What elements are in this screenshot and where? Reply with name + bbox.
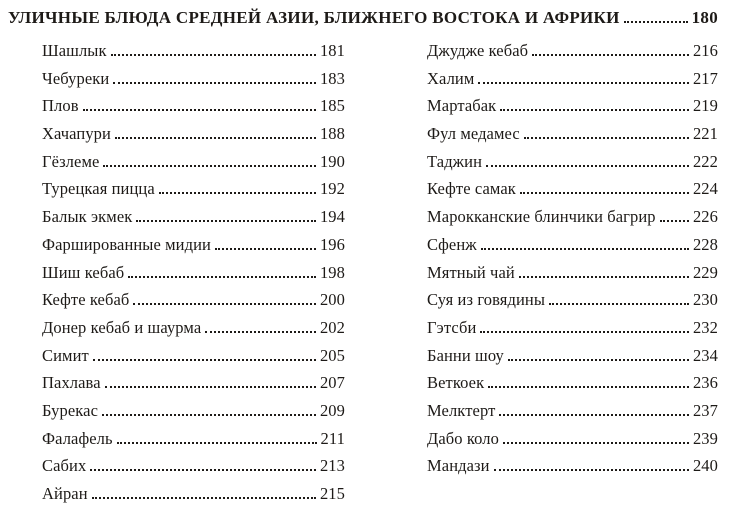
toc-entry xyxy=(42,92,345,120)
dot-leader xyxy=(117,442,317,444)
toc-entry-label: Фалафель xyxy=(42,428,113,448)
toc-entry-label: Таджин xyxy=(427,151,483,171)
toc-entry-label: Дабо коло xyxy=(427,428,499,448)
toc-entry xyxy=(42,342,345,370)
toc-entry-page-number: 234 xyxy=(692,345,718,365)
toc-entry-page-number: 202 xyxy=(319,317,345,337)
toc-entry xyxy=(427,203,718,231)
toc-entry xyxy=(42,314,345,342)
toc-entry-label: Чебуреки xyxy=(42,68,110,88)
dot-leader xyxy=(105,386,316,388)
toc-entry-label: Банни шоу xyxy=(427,345,504,365)
toc-entry xyxy=(427,175,718,203)
dot-leader xyxy=(103,165,316,167)
toc-entry xyxy=(427,286,718,314)
toc-entry-page-number: 183 xyxy=(319,68,345,88)
toc-entry-page-number: 209 xyxy=(319,400,345,420)
toc-entry-label: Джудже кебаб xyxy=(427,41,529,60)
dot-leader xyxy=(503,442,689,444)
toc-entry xyxy=(427,342,718,370)
toc-entry-label: Мандази xyxy=(427,456,490,476)
toc-entry-label: Мятный чай xyxy=(427,262,515,282)
toc-entry xyxy=(427,120,718,148)
toc-entry-page-number: 194 xyxy=(319,207,345,227)
toc-entry xyxy=(427,259,718,287)
dot-leader xyxy=(508,359,689,361)
dot-leader xyxy=(215,248,316,250)
toc-entry xyxy=(427,148,718,176)
toc-entry-label: Балык экмек xyxy=(42,207,133,227)
toc-entry-page-number: 239 xyxy=(692,428,718,448)
toc-column-left xyxy=(42,37,345,507)
dot-leader xyxy=(205,331,316,333)
toc-entry-page-number: 211 xyxy=(320,428,345,448)
dot-leader xyxy=(115,137,316,139)
toc-entry-label: Шашлык xyxy=(42,41,107,60)
dot-leader xyxy=(92,497,316,499)
toc-entry xyxy=(427,369,718,397)
toc-columns xyxy=(0,37,742,507)
toc-entry-page-number: 228 xyxy=(692,234,718,254)
toc-entry-page-number: 236 xyxy=(692,373,718,393)
toc-entry-label: Шиш кебаб xyxy=(42,262,125,282)
toc-entry xyxy=(42,37,345,65)
dot-leader xyxy=(486,165,689,167)
toc-entry-page-number: 232 xyxy=(692,317,718,337)
toc-entry-page-number: 198 xyxy=(319,262,345,282)
toc-entry-page-number: 192 xyxy=(319,179,345,199)
dot-leader xyxy=(133,303,316,305)
toc-entry-page-number: 185 xyxy=(319,96,345,116)
dot-leader xyxy=(519,276,689,278)
toc-entry-label: Фул медамес xyxy=(427,124,520,144)
toc-entry xyxy=(427,314,718,342)
toc-entry-label: Плов xyxy=(42,96,79,116)
toc-entry-page-number: 190 xyxy=(319,151,345,171)
dot-leader xyxy=(494,469,689,471)
toc-entry-page-number: 221 xyxy=(692,124,718,144)
toc-entry xyxy=(42,480,345,507)
toc-entry xyxy=(42,286,345,314)
dot-leader xyxy=(524,137,689,139)
dot-leader xyxy=(488,386,689,388)
dot-leader xyxy=(549,303,689,305)
toc-entry xyxy=(427,231,718,259)
toc-entry-page-number: 216 xyxy=(692,41,718,60)
toc-entry xyxy=(42,369,345,397)
dot-leader xyxy=(111,54,316,56)
dot-leader xyxy=(93,359,316,361)
toc-column-right xyxy=(427,37,718,507)
toc-entry-page-number: 229 xyxy=(692,262,718,282)
toc-entry-label: Турецкая пицца xyxy=(42,179,155,199)
toc-entry-label: Веткоек xyxy=(427,373,485,393)
toc-entry-label: Мелктерт xyxy=(427,400,496,420)
toc-entry-label: Кефте кебаб xyxy=(42,290,130,310)
toc-entry-label: Донер кебаб и шаурма xyxy=(42,317,202,337)
toc-entry xyxy=(42,397,345,425)
toc-entry xyxy=(42,259,345,287)
section-title: УЛИЧНЫЕ БЛЮДА СРЕДНЕЙ АЗИИ, БЛИЖНЕГО ВОСТОКА И АФРИКИ xyxy=(8,8,620,27)
toc-entry-label: Суя из говядины xyxy=(427,290,546,310)
dot-leader xyxy=(478,82,689,84)
toc-entry-label: Хачапури xyxy=(42,124,111,144)
toc-entry-page-number: 181 xyxy=(319,41,345,60)
toc-entry-page-number: 215 xyxy=(319,484,345,503)
toc-entry xyxy=(42,148,345,176)
toc-entry-page-number: 196 xyxy=(319,234,345,254)
toc-entry-label: Симит xyxy=(42,345,89,365)
dot-leader xyxy=(136,220,316,222)
dot-leader xyxy=(500,109,689,111)
toc-entry xyxy=(427,92,718,120)
toc-section-header xyxy=(0,6,742,30)
toc-entry-label: Пахлава xyxy=(42,373,101,393)
dot-leader xyxy=(481,248,689,250)
toc-entry xyxy=(427,397,718,425)
toc-entry xyxy=(42,175,345,203)
toc-entry xyxy=(42,65,345,93)
dot-leader xyxy=(90,469,316,471)
dot-leader xyxy=(532,54,689,56)
toc-entry-label: Фаршированные мидии xyxy=(42,234,211,254)
toc-entry-page-number: 213 xyxy=(319,456,345,476)
toc-entry-page-number: 217 xyxy=(692,68,718,88)
dot-leader xyxy=(624,21,688,23)
dot-leader xyxy=(113,82,316,84)
dot-leader xyxy=(660,220,689,222)
dot-leader xyxy=(83,109,316,111)
toc-entry-page-number: 207 xyxy=(319,373,345,393)
toc-entry-label: Бурекас xyxy=(42,400,99,420)
dot-leader xyxy=(520,192,689,194)
toc-entry-label: Мартабак xyxy=(427,96,497,116)
toc-entry-page-number: 230 xyxy=(692,290,718,310)
toc-entry-page-number: 240 xyxy=(692,456,718,476)
toc-entry-label: Айран xyxy=(42,484,88,503)
toc-entry-page-number: 226 xyxy=(692,207,718,227)
toc-entry-page-number: 219 xyxy=(692,96,718,116)
toc-entry-label: Сабих xyxy=(42,456,87,476)
toc-entry xyxy=(42,120,345,148)
toc-entry-page-number: 222 xyxy=(692,151,718,171)
dot-leader xyxy=(128,276,316,278)
toc-entry xyxy=(42,231,345,259)
toc-entry-label: Сфенж xyxy=(427,234,477,254)
toc-entry xyxy=(427,37,718,65)
dot-leader xyxy=(499,414,689,416)
toc-entry-page-number: 200 xyxy=(319,290,345,310)
toc-entry xyxy=(427,425,718,453)
dot-leader xyxy=(480,331,689,333)
toc-entry-page-number: 237 xyxy=(692,400,718,420)
toc-entry xyxy=(42,452,345,480)
toc-entry-page-number: 188 xyxy=(319,124,345,144)
toc-entry-label: Гёзлеме xyxy=(42,151,100,171)
toc-entry xyxy=(42,425,345,453)
toc-entry xyxy=(427,65,718,93)
toc-entry xyxy=(42,203,345,231)
toc-entry-page-number: 205 xyxy=(319,345,345,365)
toc-entry-label: Гэтсби xyxy=(427,317,477,337)
toc-entry-label: Кефте самак xyxy=(427,179,516,199)
toc-entry-label: Халим xyxy=(427,68,475,88)
toc-entry-page-number: 224 xyxy=(692,179,718,199)
section-page-number: 180 xyxy=(691,8,718,27)
dot-leader xyxy=(159,192,316,194)
toc-entry-label: Марокканские блинчики багрир xyxy=(427,207,656,227)
dot-leader xyxy=(102,414,316,416)
toc-entry xyxy=(427,452,718,480)
